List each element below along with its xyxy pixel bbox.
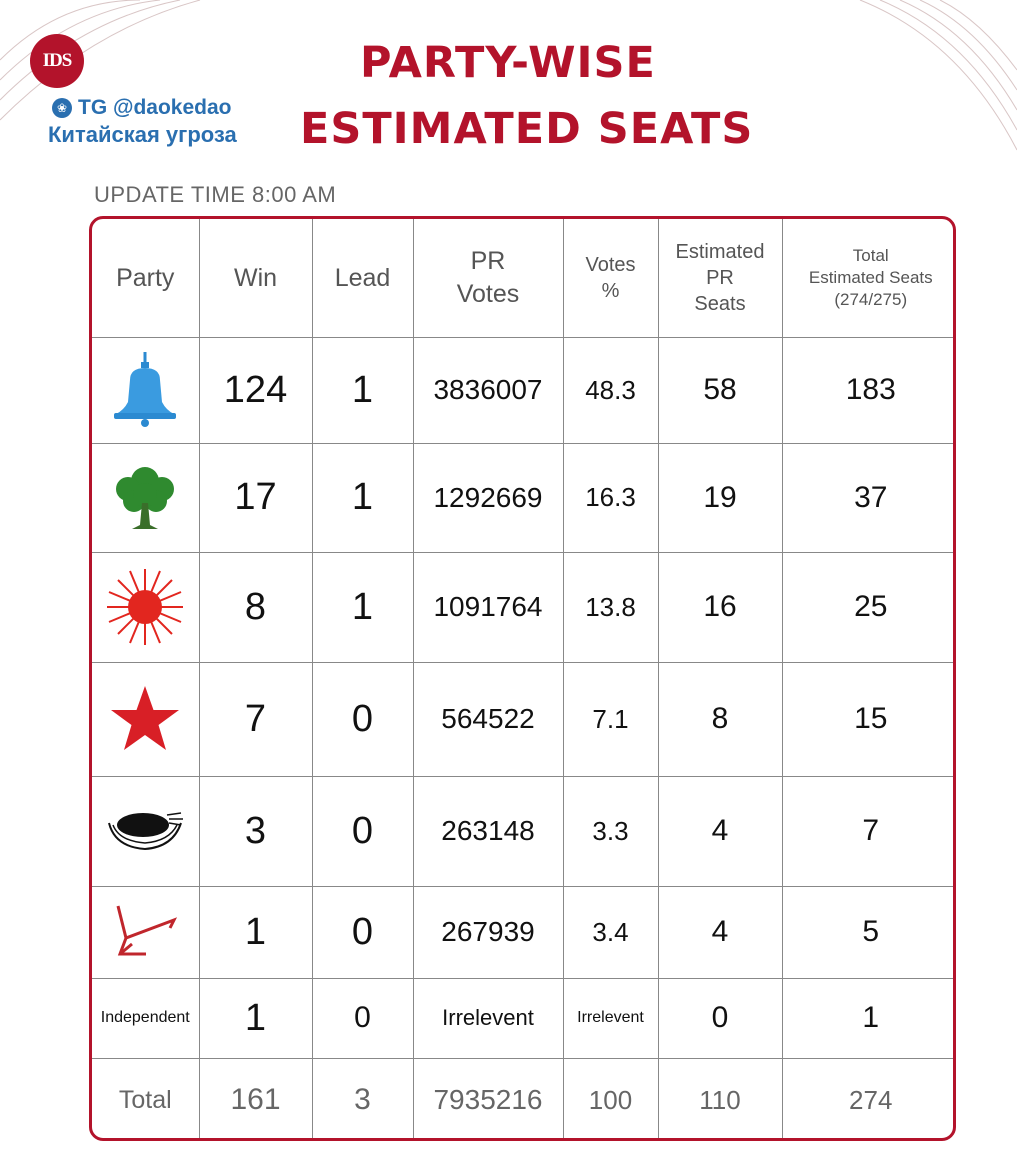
lead-cell: 3 — [312, 1058, 413, 1141]
header-total-est-seats — [782, 219, 956, 337]
ids-logo: IDS — [30, 34, 84, 88]
table-row-total — [92, 1058, 956, 1141]
table-row-independent — [92, 978, 956, 1058]
party-symbol-cell — [92, 337, 199, 443]
update-time: UPDATE TIME 8:00 AM — [94, 182, 337, 207]
header-votes-pct-line1: Votes — [585, 253, 636, 276]
party-name-cell: Independent — [92, 978, 199, 1058]
page-title-line2: ESTIMATED SEATS — [300, 104, 754, 154]
table-row — [92, 552, 956, 662]
est-pr-cell: 8 — [658, 662, 782, 776]
total-cell: 5 — [782, 886, 956, 978]
table-row — [92, 776, 956, 886]
votes-pct-cell: 13.8 — [563, 552, 658, 662]
plough-icon — [110, 902, 180, 962]
dragon-icon: ❀ — [52, 98, 72, 118]
watermark-tg-text: TG @daokedao — [78, 96, 232, 119]
votes-pct-cell: 7.1 — [563, 662, 658, 776]
est-pr-cell: 4 — [658, 776, 782, 886]
win-cell: 3 — [199, 776, 312, 886]
table-row — [92, 337, 956, 443]
lead-cell: 0 — [312, 662, 413, 776]
votes-pct-cell: Irrelevent — [563, 978, 658, 1058]
lead-cell: 1 — [312, 443, 413, 552]
header-total-line2: Estimated Seats — [808, 267, 933, 287]
cupped-hands-soil-icon — [105, 801, 185, 861]
pr-votes-cell: Irrelevent — [413, 978, 563, 1058]
win-cell: 1 — [199, 886, 312, 978]
page-title-line1: PARTY-WISE — [360, 38, 656, 88]
win-cell: 124 — [199, 337, 312, 443]
header-pr-votes — [413, 219, 563, 337]
header-total-line1: Total — [852, 245, 889, 265]
lead-cell: 1 — [312, 337, 413, 443]
party-symbol-cell — [92, 886, 199, 978]
votes-pct-cell: 100 — [563, 1058, 658, 1141]
sun-icon — [105, 567, 185, 647]
votes-pct-cell: 3.3 — [563, 776, 658, 886]
total-cell: 1 — [782, 978, 956, 1058]
est-pr-cell: 0 — [658, 978, 782, 1058]
header-est-pr-line3: Seats — [694, 292, 746, 315]
bell-icon — [110, 350, 180, 430]
win-cell: 7 — [199, 662, 312, 776]
votes-pct-cell: 48.3 — [563, 337, 658, 443]
lead-cell: 0 — [312, 776, 413, 886]
win-cell: 1 — [199, 978, 312, 1058]
party-symbol-cell — [92, 776, 199, 886]
tree-icon — [110, 463, 180, 533]
party-symbol-cell — [92, 552, 199, 662]
lead-cell: 0 — [312, 886, 413, 978]
header-pr-votes-line1: PR — [470, 247, 506, 276]
est-pr-cell: 4 — [658, 886, 782, 978]
lead-cell: 1 — [312, 552, 413, 662]
pr-votes-cell: 7935216 — [413, 1058, 563, 1141]
pr-votes-cell: 263148 — [413, 776, 563, 886]
total-cell: 183 — [782, 337, 956, 443]
total-cell: 37 — [782, 443, 956, 552]
pr-votes-cell: 564522 — [413, 662, 563, 776]
header-votes-pct-line2: % — [601, 279, 620, 302]
header-win: Win — [199, 219, 312, 337]
header-est-pr-line2: PR — [706, 266, 734, 289]
watermark-tg — [52, 96, 232, 120]
star-icon — [109, 684, 181, 754]
est-pr-cell: 19 — [658, 443, 782, 552]
total-cell: 7 — [782, 776, 956, 886]
est-pr-cell: 58 — [658, 337, 782, 443]
win-cell: 17 — [199, 443, 312, 552]
party-name-cell: Total — [92, 1058, 199, 1141]
header-lead: Lead — [312, 219, 413, 337]
pr-votes-cell: 267939 — [413, 886, 563, 978]
watermark-ru: Китайская угроза — [48, 122, 237, 147]
pr-votes-cell: 3836007 — [413, 337, 563, 443]
total-cell: 25 — [782, 552, 956, 662]
est-pr-cell: 16 — [658, 552, 782, 662]
party-symbol-cell — [92, 662, 199, 776]
header-est-pr-line1: Estimated — [675, 240, 765, 263]
header-votes-pct — [563, 219, 658, 337]
votes-pct-cell: 3.4 — [563, 886, 658, 978]
header-est-pr-seats — [658, 219, 782, 337]
est-pr-cell: 110 — [658, 1058, 782, 1141]
table-row — [92, 443, 956, 552]
pr-votes-cell: 1292669 — [413, 443, 563, 552]
party-symbol-cell — [92, 443, 199, 552]
win-cell: 161 — [199, 1058, 312, 1141]
header-total-line3: (274/275) — [834, 289, 908, 309]
table-row — [92, 886, 956, 978]
pr-votes-cell: 1091764 — [413, 552, 563, 662]
lead-cell: 0 — [312, 978, 413, 1058]
total-cell: 15 — [782, 662, 956, 776]
table-row — [92, 662, 956, 776]
header-pr-votes-line2: Votes — [456, 279, 520, 308]
table-header-row — [92, 219, 956, 337]
votes-pct-cell: 16.3 — [563, 443, 658, 552]
total-cell: 274 — [782, 1058, 956, 1141]
seats-table — [89, 216, 956, 1141]
win-cell: 8 — [199, 552, 312, 662]
header-party: Party — [92, 219, 199, 337]
